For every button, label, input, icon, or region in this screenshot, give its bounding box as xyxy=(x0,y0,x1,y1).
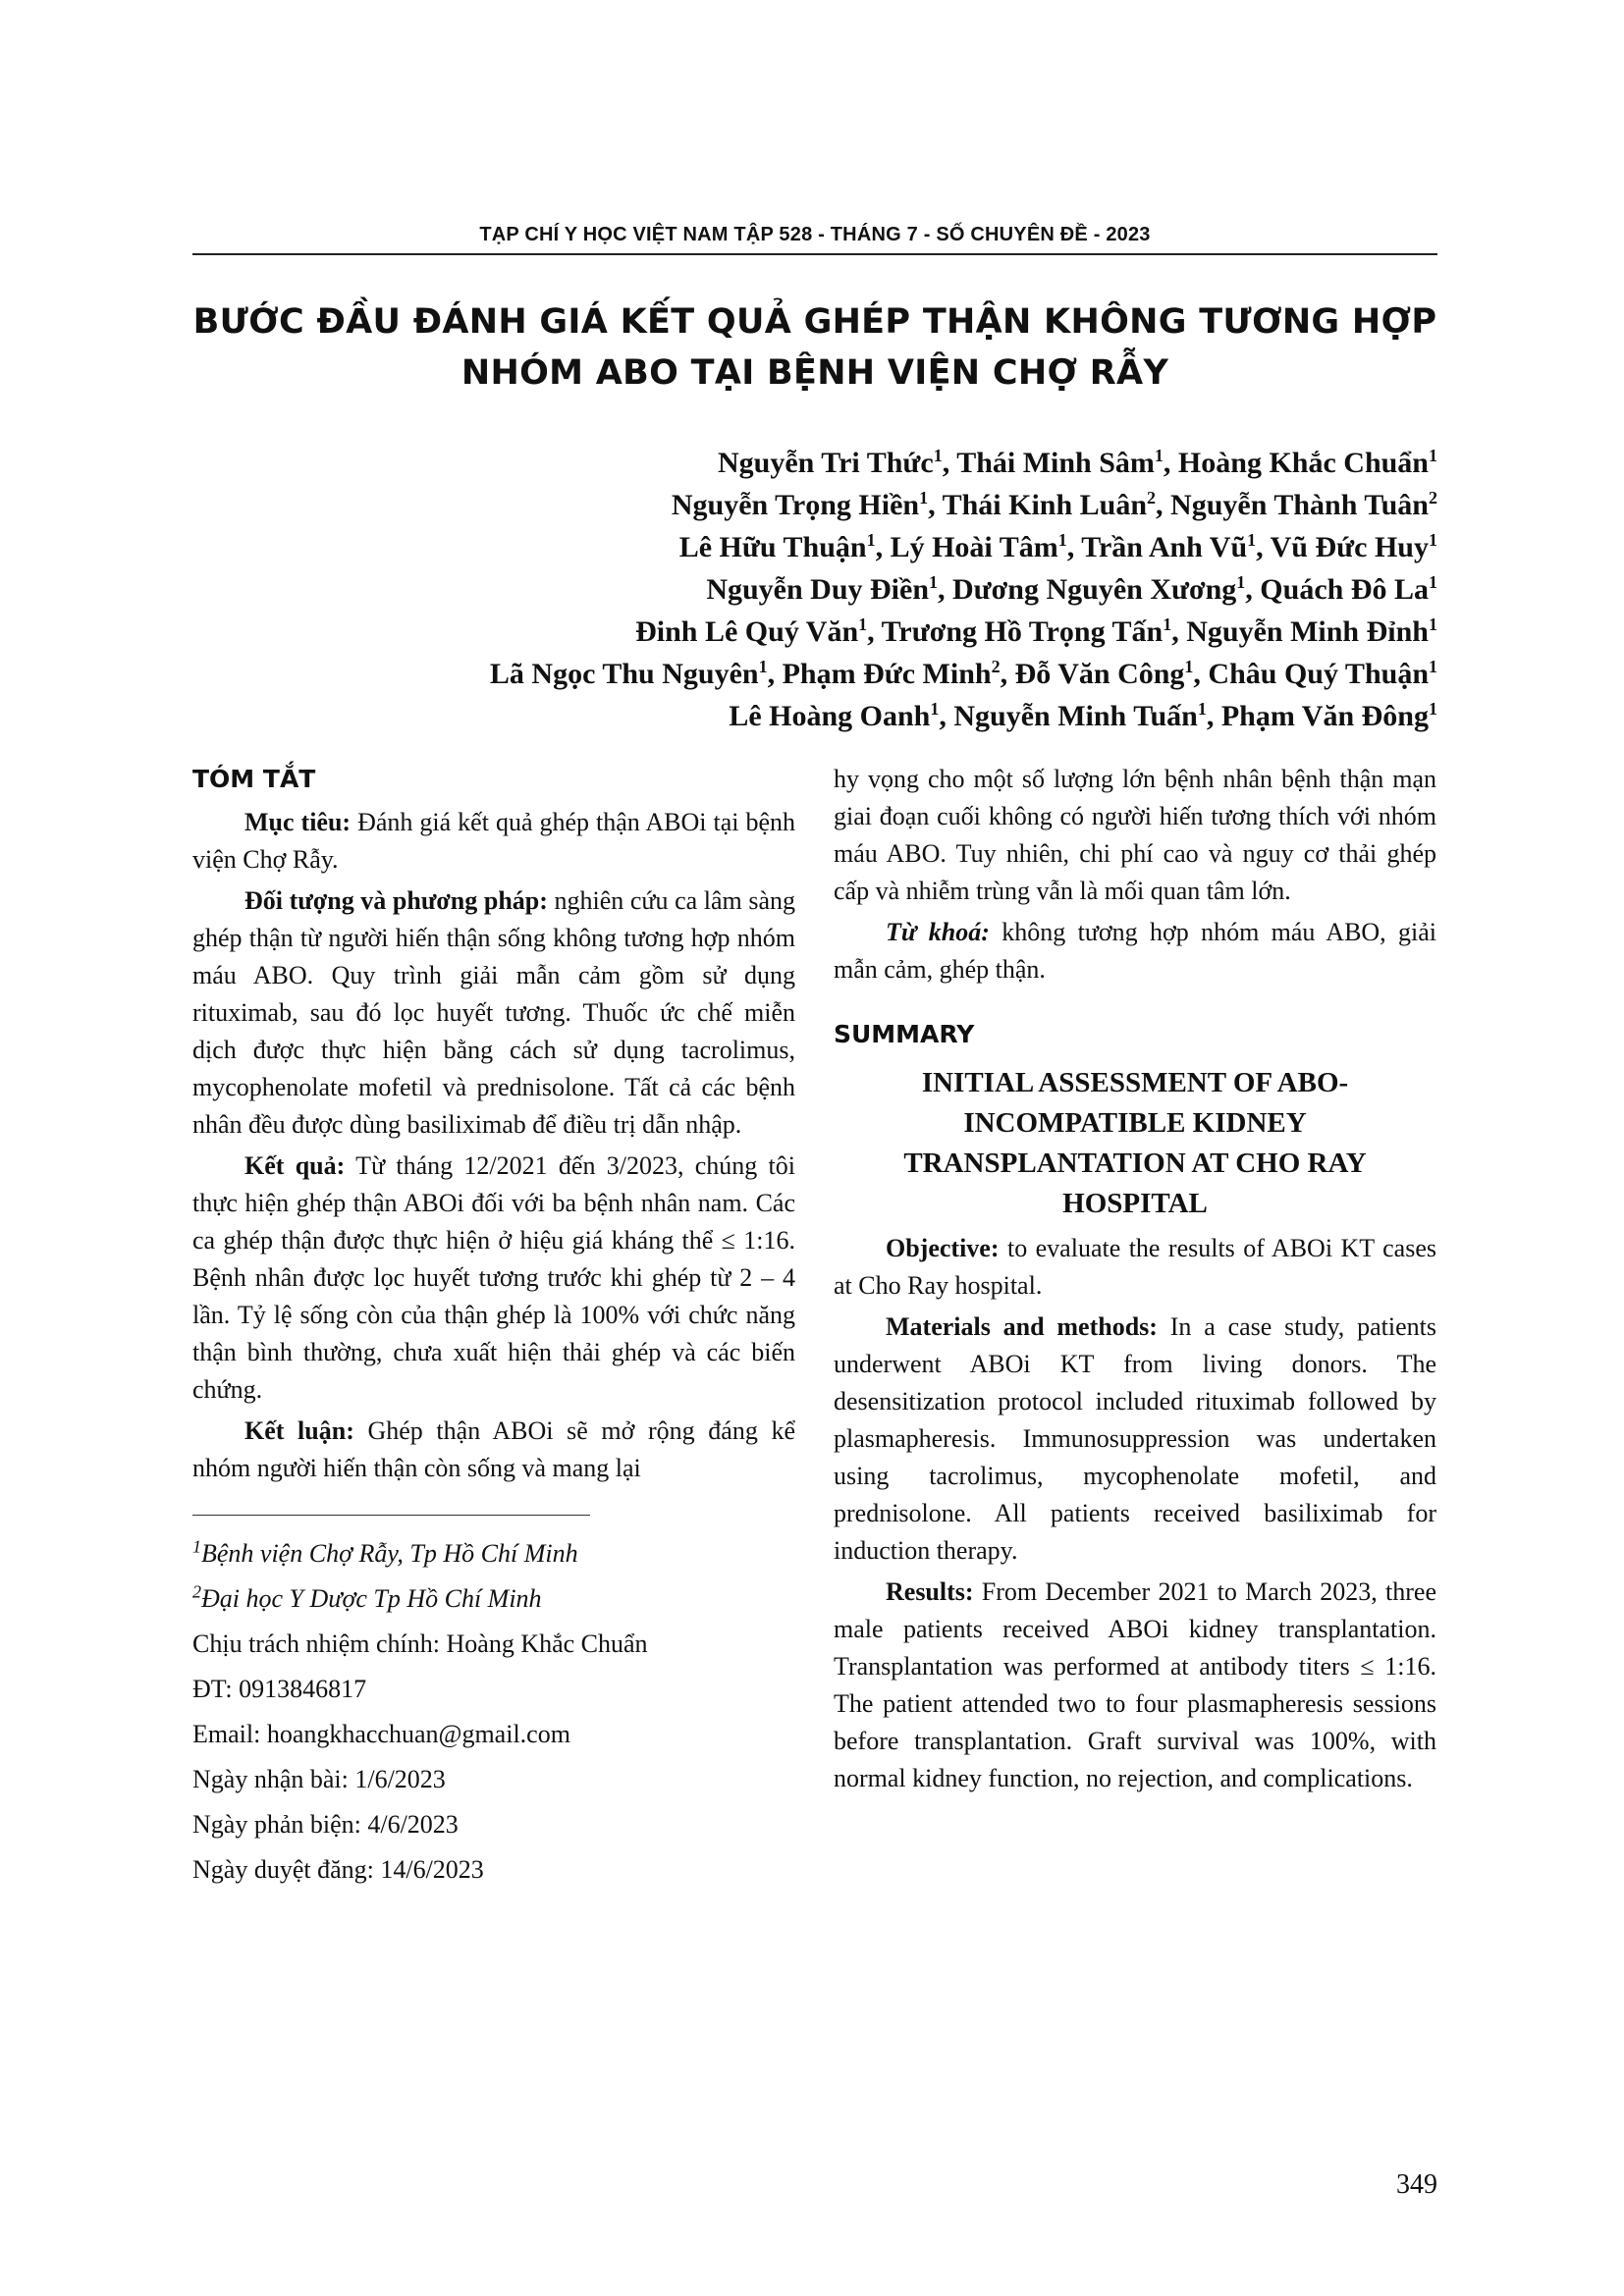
methods-paragraph xyxy=(834,1308,1436,1570)
author-affiliation-number: 1 xyxy=(1184,657,1194,676)
author-name: Phạm Văn Đông xyxy=(1220,700,1429,732)
author-affiliation-number: 1 xyxy=(1163,614,1172,634)
tu-khoa-paragraph xyxy=(834,914,1436,988)
doi-tuong-text: nghiên cứu ca lâm sàng ghép thận từ người hiến thận sống không tương hợp nhóm máu ABO. Quy trình giải mẫn cảm gồm sử dụng rituximab, sau đó lọc huyết tương. Thuốc ức chế miễn dịch được thực hiện bằng cách sử dụng tacrolimus, mycophenolate mofetil và prednisolone. Tất cả các bệnh nhân đều được dùng basiliximab để điều trị dẫn nhập. xyxy=(192,886,795,1139)
author-affiliation-number: 1 xyxy=(858,614,868,634)
author-list xyxy=(192,442,1437,737)
author-affiliation-number: 2 xyxy=(1429,488,1437,507)
author-name: Trương Hồ Trọng Tấn xyxy=(881,615,1164,648)
author-affiliation-number: 1 xyxy=(929,572,939,592)
author-name: Nguyễn Thành Tuân xyxy=(1170,489,1429,521)
english-title xyxy=(834,1063,1436,1224)
author-name: Phạm Đức Minh xyxy=(782,658,992,690)
author-name: Nguyễn Minh Tuấn xyxy=(953,700,1198,732)
author-name: Trần Anh Vũ xyxy=(1081,531,1248,563)
doi-tuong-label: Đối tượng và phương pháp: xyxy=(244,886,548,915)
author-affiliation-number: 2 xyxy=(1147,488,1157,507)
muc-tieu-label: Mục tiêu: xyxy=(244,808,352,836)
author-affiliation-number: 1 xyxy=(1429,699,1437,719)
affiliation-1-number: 1 xyxy=(192,1536,201,1557)
results-label: Results: xyxy=(886,1577,974,1606)
author-line: Nguyễn Duy Điền$^1$, Dương Nguyên Xương$^1$, Quách Đô La$^1$ xyxy=(706,572,1437,606)
english-title-line-3: TRANSPLANTATION AT CHO RAY xyxy=(903,1148,1367,1179)
author-name: Lê Hữu Thuận xyxy=(678,531,867,563)
affiliation-2-text: Đại học Y Dược Tp Hồ Chí Minh xyxy=(201,1584,542,1613)
page-number: 349 xyxy=(1396,2169,1437,2200)
author-name: Nguyễn Trọng Hiền xyxy=(671,489,920,521)
results-text: From December 2021 to March 2023, three male patients received ABOi kidney transplantation. Transplantation was performed at antibody titers ≤ 1:16. The patient attended two to four plasmapheresis sessions before transplantation. Graft survival was 100%, with normal kidney function, no rejection, and complications. xyxy=(834,1577,1436,1792)
summary-heading: SUMMARY xyxy=(834,1020,975,1048)
author-affiliation-number: 1 xyxy=(1429,530,1437,550)
ket-luan-text: Ghép thận ABOi sẽ mở rộng đáng kể nhóm người hiến thận còn sống và mang lại xyxy=(192,1416,795,1482)
results-paragraph xyxy=(834,1574,1436,1797)
article-title xyxy=(192,296,1437,399)
objective-text: to evaluate the results of ABOi KT cases at Cho Ray hospital. xyxy=(834,1234,1436,1300)
ket-luan-continuation: hy vọng cho một số lượng lớn bệnh nhân bệnh thận mạn giai đoạn cuối không có người hiến tương thích với nhóm máu ABO. Tuy nhiên, chi phí cao và nguy cơ thải ghép cấp và nhiễm trùng vẫn là mối quan tâm lớn. xyxy=(834,765,1436,905)
author-affiliation-number: 1 xyxy=(1429,657,1437,676)
author-line: Lê Hữu Thuận$^1$, Lý Hoài Tâm$^1$, Trần Anh $Vũ^1$, Vũ Đức Huy$^1$ xyxy=(678,530,1437,563)
author-affiliation-number: 2 xyxy=(991,657,1001,676)
english-title-line-1: INITIAL ASSESSMENT OF ABO- xyxy=(921,1067,1349,1098)
author-affiliation-number: 1 xyxy=(933,446,943,465)
english-title-line-2: INCOMPATIBLE KIDNEY xyxy=(963,1107,1307,1139)
author-line: Nguyễn Trọng Hiền$^1$, Thái Kinh Luân$^2$, Nguyễn Thành Tuân$^2$ xyxy=(671,488,1437,521)
objective-label: Objective: xyxy=(886,1234,1000,1262)
english-title-line-4: HOSPITAL xyxy=(1062,1188,1208,1219)
author-affiliation-number: 1 xyxy=(1197,699,1207,719)
left-column xyxy=(192,761,795,1895)
author-affiliation-number: 1 xyxy=(919,488,929,507)
muc-tieu-paragraph xyxy=(192,804,795,879)
responsible-author: Chịu trách nhiệm chính: Hoàng Khắc Chuẩn xyxy=(192,1629,648,1658)
methods-text: In a case study, patients underwent ABOi KT from living donors. The desensitization protocol included rituximab followed by plasmapheresis. Immunosuppression was undertaken using tacrolimus, mycophenolate mofetil, and prednisolone. All patients received basiliximab for induction therapy. xyxy=(834,1312,1436,1565)
author-affiliation-number: 1 xyxy=(758,657,768,676)
author-affiliation-number: 1 xyxy=(1154,446,1164,465)
author-name: Quách Đô La xyxy=(1260,573,1429,606)
affiliation-2-number: 2 xyxy=(192,1581,201,1602)
author-name: Lý Hoài Tâm xyxy=(890,531,1058,563)
author-line: Nguyễn Tri Thức$^1$, Thái Minh Sâm$^1$, Hoàng Khắc Chuẩn$^1$ xyxy=(718,446,1437,479)
author-affiliation-number: 1 xyxy=(1236,572,1246,592)
phone: ĐT: 0913846817 xyxy=(192,1675,367,1703)
ket-qua-paragraph xyxy=(192,1148,795,1409)
author-affiliation-number: 1 xyxy=(1429,572,1437,592)
tu-khoa-label: Từ khoá: xyxy=(886,918,990,946)
author-name: Hoàng Khắc Chuẩn xyxy=(1177,447,1429,479)
ket-luan-label: Kết luận: xyxy=(244,1416,354,1445)
author-name: Châu Quý Thuận xyxy=(1208,658,1429,690)
author-affiliation-number: 1 xyxy=(1247,530,1257,550)
author-name: Nguyễn Minh Đỉnh xyxy=(1186,615,1429,648)
email: Email: hoangkhacchuan@gmail.com xyxy=(192,1720,570,1748)
right-column xyxy=(834,761,1436,1801)
tomtat-heading: TÓM TẮT xyxy=(192,765,316,793)
author-affiliation-number: 1 xyxy=(866,530,876,550)
author-name: Lã Ngọc Thu Nguyên xyxy=(489,658,759,690)
affiliation-1 xyxy=(192,1533,795,1575)
author-affiliation-number: 1 xyxy=(930,699,940,719)
author-name: Nguyễn Tri Thức xyxy=(718,447,934,479)
doi-tuong-paragraph xyxy=(192,882,795,1144)
author-name: Đỗ Văn Công xyxy=(1014,658,1185,690)
article-title-line-2: NHÓM ABO TẠI BỆNH VIỆN CHỢ RẪY xyxy=(460,353,1169,393)
methods-label: Materials and methods: xyxy=(886,1312,1158,1341)
muc-tieu-text: Đánh giá kết quả ghép thận ABOi tại bệnh viện Chợ Rẫy. xyxy=(192,808,795,874)
tu-khoa-text: không tương hợp nhóm máu ABO, giải mẫn cảm, ghép thận. xyxy=(834,918,1437,984)
affiliation-2 xyxy=(192,1578,795,1620)
author-name: Đinh Lê Quý Văn xyxy=(635,615,859,648)
journal-header: TẠP CHÍ Y HỌC VIỆT NAM TẬP 528 - THÁNG 7 - SỐ CHUYÊN ĐỀ - 2023 xyxy=(479,224,1151,245)
author-name: Dương Nguyên Xương xyxy=(952,573,1237,606)
affiliation-1-text: Bệnh viện Chợ Rẫy, Tp Hồ Chí Minh xyxy=(201,1539,578,1568)
author-affiliation-number: 1 xyxy=(1429,446,1437,465)
author-name: Nguyễn Duy Điền xyxy=(706,573,930,606)
author-name: Thái Kinh Luân xyxy=(942,489,1148,521)
reviewed-date: Ngày phản biện: 4/6/2023 xyxy=(192,1810,459,1839)
author-line: Lê Hoàng Oanh$^1$, Nguyễn Minh Tuấn$^1$, Phạm Văn Đông$^1$ xyxy=(729,699,1437,732)
author-name: Lê Hoàng Oanh xyxy=(729,700,931,732)
ket-luan-paragraph xyxy=(192,1413,795,1487)
article-title-line-1: BƯỚC ĐẦU ĐÁNH GIÁ KẾT QUẢ GHÉP THẬN KHÔNG TƯƠNG HỢP xyxy=(192,302,1437,342)
accepted-date: Ngày duyệt đăng: 14/6/2023 xyxy=(192,1855,484,1884)
ket-qua-text: Từ tháng 12/2021 đến 3/2023, chúng tôi thực hiện ghép thận ABOi đối với ba bệnh nhân nam. Các ca ghép thận được thực hiện ở hiệu giá kháng thể ≤ 1:16. Bệnh nhân được lọc huyết tương trước khi ghép từ 2 – 4 lần. Tỷ lệ sống còn của thận ghép là 100% với chức năng thận bình thường, chưa xuất hiện thải ghép và các biến chứng. xyxy=(192,1151,795,1404)
author-affiliation-number: 1 xyxy=(1429,614,1437,634)
author-line: Lã Ngọc Thu Nguyên$^1$, Phạm Đức Minh$^2$, Đỗ Văn Công$^1$, Châu Quý Thuận$^1$ xyxy=(489,657,1437,690)
author-affiliation-number: 1 xyxy=(1057,530,1067,550)
ket-qua-label: Kết quả: xyxy=(244,1151,346,1180)
author-name: Thái Minh Sâm xyxy=(956,447,1155,479)
author-name: Vũ Đức Huy xyxy=(1270,531,1429,563)
received-date: Ngày nhận bài: 1/6/2023 xyxy=(192,1765,446,1793)
footnote-rule xyxy=(192,1515,590,1516)
header-rule xyxy=(192,253,1437,255)
objective-paragraph xyxy=(834,1230,1436,1305)
author-line: Đinh Lê Quý Văn$^1$, Trương Hồ Trọng Tấn$^1$, Nguyễn Minh Đỉnh$^1$ xyxy=(635,614,1437,648)
